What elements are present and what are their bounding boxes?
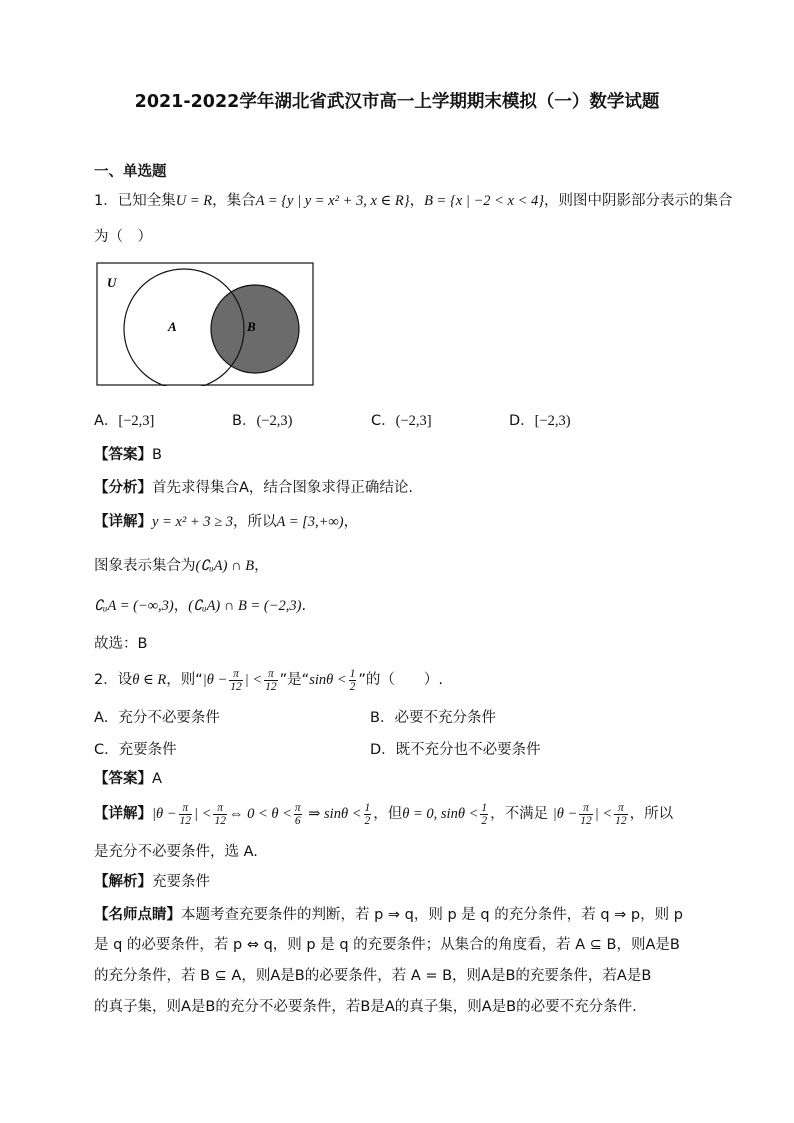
q2-option-d: D．既不充分也不必要条件 — [370, 742, 541, 758]
q1-detail-3: ∁ᵤA = (−∞,3)，(∁ᵤA) ∩ B = (−2,3). — [94, 598, 307, 614]
q1-detail-1: 【详解】y = x² + 3 ≥ 3，所以A = [3,+∞)， — [94, 514, 359, 530]
q2-parse: 【解析】充要条件 — [94, 874, 210, 890]
q1-universal-set: U = R — [175, 193, 213, 209]
q2-detail-2: 是充分不必要条件，选 A. — [94, 844, 258, 860]
q2-tip-4: 的真子集，则A是B的充分不必要条件，若B是A的真子集，则A是B的必要不充分条件. — [94, 999, 637, 1015]
q1-option-a: A．[−2,3] — [94, 413, 155, 429]
q1-set-b: B = {x | −2 < x < 4} — [424, 193, 545, 209]
q1-answer: 【答案】B — [94, 447, 162, 463]
q1-set-a: A = {y | y = x² + 3, x ∈ R} — [255, 193, 410, 209]
q2-option-c: C．充要条件 — [94, 742, 177, 758]
q1-stem-text: 1．已知全集 — [94, 193, 176, 209]
venn-label-a: A — [168, 319, 177, 334]
q1-stem-text: ， — [409, 193, 425, 209]
q2-stem: 2．设θ ∈ R，则“|θ − $\frac{\pi}{12}$ | < $\frac{\pi}{12}$ ”是“sinθ < $\frac{1}{2}$ ”的（ ）. — [94, 667, 444, 693]
q1-stem-end: 为（ ） — [94, 229, 152, 245]
section-heading: 一、单选题 — [94, 164, 167, 180]
venn-label-u: U — [107, 275, 117, 290]
page-title: 2021-2022学年湖北省武汉市高一上学期期末模拟（一）数学试题 — [134, 92, 660, 112]
q2-option-b: B．必要不充分条件 — [370, 710, 496, 726]
q1-option-d: D．[−2,3) — [509, 413, 571, 429]
q2-tip-3: 的充分条件，若 B ⊆ A，则A是B的必要条件，若 A = B，则A是B的充要条件，若A是B — [94, 968, 652, 984]
q1-option-b: B．(−2,3) — [232, 413, 293, 429]
q2-detail-1: 【详解】|θ − $\frac{\pi}{12}$ | < $\frac{\pi}{12}$ ⇔ 0 < θ < $\frac{\pi}{6}$ ⇒ sinθ < $\frac{1}{2}$ ，但θ = 0, sinθ < $\frac{1}{2}$ ，不满足 |θ − $\frac{\pi}{12}$ | < $\frac{\pi}{12}$ ，所以 — [94, 801, 674, 827]
q2-answer: 【答案】A — [94, 771, 162, 787]
q2-tip-2: 是 q 的必要条件，若 p ⇔ q，则 p 是 q 的充要条件；从集合的角度看，若 A ⊆ B，则A是B — [94, 937, 680, 953]
q1-stem — [94, 191, 733, 211]
q1-stem-text: ，则图中阴影部分表示的集合 — [544, 193, 733, 209]
q1-stem-text: ，集合 — [212, 193, 256, 209]
venn-diagram — [96, 262, 314, 386]
q1-choose: 故选：B — [94, 636, 148, 652]
q1-analysis: 【分析】首先求得集合A，结合图象求得正确结论. — [94, 480, 414, 496]
q2-option-a: A．充分不必要条件 — [94, 710, 220, 726]
q2-tip-1: 【名师点睛】本题考查充要条件的判断，若 p ⇒ q，则 p 是 q 的充分条件，若 q ⇒ p，则 p — [94, 907, 683, 923]
q1-detail-2: 图象表示集合为(∁ᵤA) ∩ B， — [94, 558, 269, 574]
venn-label-b: B — [247, 319, 256, 334]
q1-option-c: C．(−2,3] — [371, 413, 432, 429]
